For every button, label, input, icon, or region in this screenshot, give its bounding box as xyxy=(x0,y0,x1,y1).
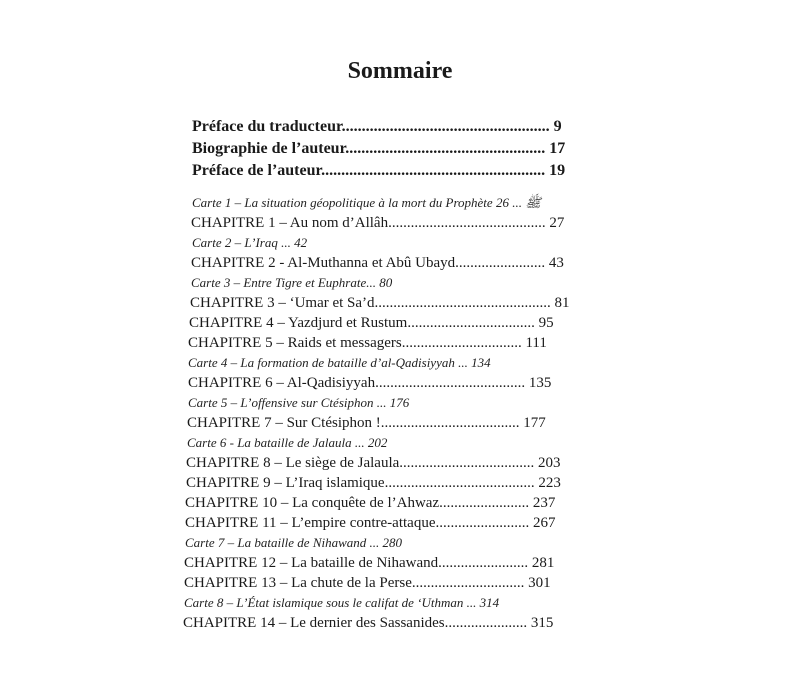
toc-chapter-entry[interactable]: CHAPITRE 8 – Le siège de Jalaula.................................... 203 xyxy=(186,455,561,471)
toc-chapter-entry[interactable]: CHAPITRE 1 – Au nom d’Allâh.......................................... 27 xyxy=(191,215,565,231)
page-title: Sommaire xyxy=(347,58,453,84)
toc-chapter-entry[interactable]: CHAPITRE 2 - Al-Muthanna et Abû Ubayd........................ 43 xyxy=(191,255,564,271)
toc-chapter-entry[interactable]: CHAPITRE 6 – Al-Qadisiyyah........................................ 135 xyxy=(188,375,552,391)
toc-entry-biographie[interactable]: Biographie de l’auteur.................................................. 17 xyxy=(192,140,566,157)
toc-map-entry[interactable]: Carte 7 – La bataille de Nihawand ... 280 xyxy=(185,535,403,550)
toc-map-entry[interactable]: Carte 6 - La bataille de Jalaula ... 202 xyxy=(187,435,388,450)
toc-map-entry[interactable]: Carte 8 – L’État islamique sous le califat de ‘Uthman ... 314 xyxy=(184,595,500,610)
toc-map-entry[interactable]: Carte 4 – La formation de bataille d’al-Qadisiyyah ... 134 xyxy=(188,355,491,370)
toc-chapter-entry[interactable]: CHAPITRE 7 – Sur Ctésiphon !..................................... 177 xyxy=(187,415,546,431)
toc-entry-preface-traducteur[interactable]: Préface du traducteur.................................................... 9 xyxy=(192,118,562,135)
chapter-list xyxy=(183,193,603,633)
toc-chapter-entry[interactable]: CHAPITRE 14 – Le dernier des Sassanides...................... 315 xyxy=(183,615,554,631)
toc-chapter-entry[interactable]: CHAPITRE 4 – Yazdjurd et Rustum.................................. 95 xyxy=(189,315,554,331)
toc-map-entry[interactable]: Carte 1 – La situation géopolitique à la mort du Prophète ﷺ ... 26 xyxy=(192,195,541,210)
toc-chapter-entry[interactable]: CHAPITRE 5 – Raids et messagers................................ 111 xyxy=(188,335,547,351)
front-matter-list xyxy=(192,116,600,182)
toc-chapter-entry[interactable]: CHAPITRE 9 – L’Iraq islamique........................................ 223 xyxy=(186,475,561,491)
toc-map-entry[interactable]: Carte 2 – L’Iraq ... 42 xyxy=(192,235,308,250)
toc-map-entry[interactable]: Carte 5 – L’offensive sur Ctésiphon ... 176 xyxy=(188,395,410,410)
toc-chapter-entry[interactable]: CHAPITRE 10 – La conquête de l’Ahwaz........................ 237 xyxy=(185,495,556,511)
toc-chapter-entry[interactable]: CHAPITRE 13 – La chute de la Perse.............................. 301 xyxy=(184,575,551,591)
toc-map-entry[interactable]: Carte 3 – Entre Tigre et Euphrate... 80 xyxy=(191,275,393,290)
toc-chapter-entry[interactable]: CHAPITRE 3 – ‘Umar et Sa’d............................................... 81 xyxy=(190,295,570,311)
toc-chapter-entry[interactable]: CHAPITRE 11 – L’empire contre-attaque......................... 267 xyxy=(185,515,556,531)
toc-entry-preface-auteur[interactable]: Préface de l’auteur........................................................ 19 xyxy=(192,162,566,179)
toc-chapter-entry[interactable]: CHAPITRE 12 – La bataille de Nihawand........................ 281 xyxy=(184,555,555,571)
